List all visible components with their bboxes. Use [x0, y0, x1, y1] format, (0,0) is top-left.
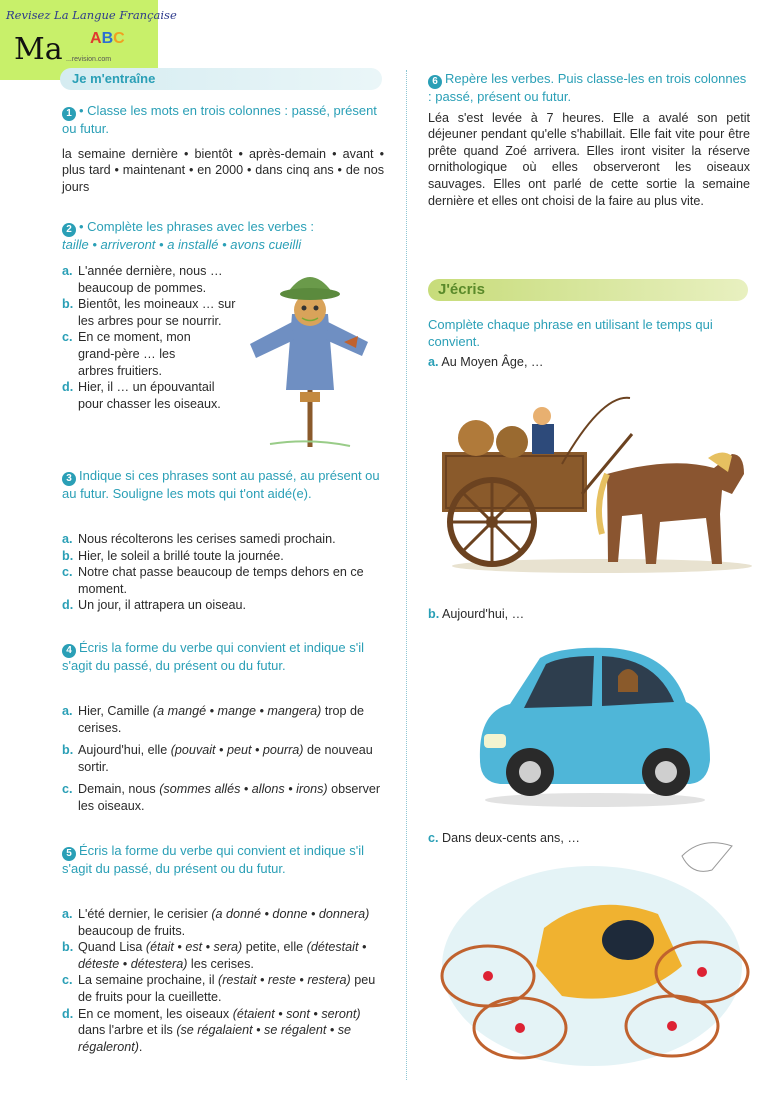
list-item: d. Hier, il … un épouvantail pour chasser les oiseaux.	[62, 380, 221, 411]
exercise-number: 5	[62, 847, 76, 861]
exercise-number: 6	[428, 75, 442, 89]
logo-ma: Ma	[14, 32, 63, 67]
exercise-2-items	[62, 263, 240, 412]
exercise-number: 1	[62, 107, 76, 121]
exercise-4-items	[62, 703, 384, 815]
list-item: d. En ce moment, les oiseaux (étaient • sont • seront) dans l'arbre et ils (se régalaient • se régalent • se régaleront).	[62, 1006, 361, 1054]
exercise-1	[62, 103, 384, 195]
scarecrow-illustration	[240, 262, 380, 454]
exercise-6-instruction: Repère les verbes. Puis classe-les en trois colonnes : passé, présent ou futur.	[428, 71, 747, 104]
list-item: c. Notre chat passe beaucoup de temps dehors en ce moment.	[62, 565, 364, 596]
writing-section	[428, 317, 748, 371]
list-item: c. La semaine prochaine, il (restait • reste • restera) peu de fruits pour la cueillette.	[62, 973, 376, 1004]
exercise-3	[62, 468, 384, 503]
exercise-4	[62, 640, 384, 675]
list-item: b. Quand Lisa (était • est • sera) petite, elle (détestait • déteste • détestera) les cerises.	[62, 940, 367, 971]
horse-cart-illustration	[432, 394, 754, 576]
writing-item-c: c. Dans deux-cents ans, …	[428, 831, 580, 845]
flying-vehicle-illustration	[432, 836, 754, 1084]
list-item: d. Un jour, il attrapera un oiseau.	[62, 598, 247, 613]
exercise-1-words: la semaine dernière • bientôt • après-demain • avant • plus tard • maintenant • en 2000 • dans cinq ans • de nos jours	[62, 146, 384, 194]
list-item: a. L'année dernière, nous … beaucoup de pommes.	[62, 264, 223, 295]
exercise-6	[428, 71, 750, 209]
left-banner-title: Je m'entraîne	[72, 71, 156, 86]
exercise-4-instruction: Écris la forme du verbe qui convient et indique s'il s'agit du passé, du présent ou du futur.	[62, 640, 365, 673]
exercise-3-instruction: Indique si ces phrases sont au passé, au présent ou au futur. Souligne les mots qui t'ont aidé(e).	[62, 468, 380, 501]
list-item: a. L'été dernier, le cerisier (a donné • donne • donnera) beaucoup de fruits.	[62, 907, 370, 938]
column-divider	[406, 70, 407, 1080]
list-item: b. Bientôt, les moineaux … sur les arbres pour se nourrir.	[62, 297, 236, 328]
exercise-1-instruction: • Classe les mots en trois colonnes : passé, présent ou futur.	[62, 103, 377, 136]
list-item: c. Demain, nous (sommes allés • allons • irons) observer les oiseaux.	[62, 782, 381, 813]
exercise-5	[62, 843, 384, 878]
right-section-banner	[428, 279, 748, 301]
logo-abc: ABC	[90, 30, 125, 47]
exercise-5-items	[62, 906, 384, 1055]
list-item: a. Hier, Camille (a mangé • mange • mangera) trop de cerises.	[62, 704, 365, 735]
writing-instruction: Complète chaque phrase en utilisant le temps qui convient.	[428, 317, 713, 349]
list-item: a. Nous récolterons les cerises samedi prochain.	[62, 532, 336, 546]
exercise-3-items	[62, 531, 384, 614]
list-item: b. Hier, le soleil a brillé toute la journée.	[62, 548, 284, 563]
list-item: b. Aujourd'hui, elle (pouvait • peut • pourra) de nouveau sortir.	[62, 743, 373, 774]
exercise-2	[62, 219, 384, 254]
writing-item-a: a. Au Moyen Âge, …	[428, 355, 544, 370]
exercise-number: 2	[62, 223, 76, 237]
right-banner-title: J'écris	[438, 281, 485, 298]
car-illustration	[470, 642, 720, 810]
exercise-2-instruction: • Complète les phrases avec les verbes :	[79, 219, 315, 234]
exercise-6-text: Léa s'est levée à 7 heures. Elle a avalé son petit déjeuner pendant qu'elle s'habillait. Elle fait vite pour être prête quand Zoé arrivera. Elles iront visiter la réserve ornithologique où elles observeront les oiseaux sauvages. Elles ont parlé de cette sortie la semaine dernière et elles ont choisi de la faire au plus vite.	[428, 110, 750, 208]
exercise-2-verbs: taille • arriveront • a installé • avons cueilli	[62, 237, 302, 252]
exercise-number: 3	[62, 472, 76, 486]
logo-url: ...revision.com	[66, 56, 112, 63]
exercise-number: 4	[62, 644, 76, 658]
left-section-banner	[60, 68, 382, 90]
logo-tagline: Revisez La Langue Française	[6, 8, 177, 22]
exercise-5-instruction: Écris la forme du verbe qui convient et indique s'il s'agit du passé, du présent ou du futur.	[62, 843, 365, 876]
list-item: c. En ce moment, mon grand-père … les arbres fruitiers.	[62, 330, 191, 378]
writing-item-b: b. Aujourd'hui, …	[428, 607, 525, 621]
